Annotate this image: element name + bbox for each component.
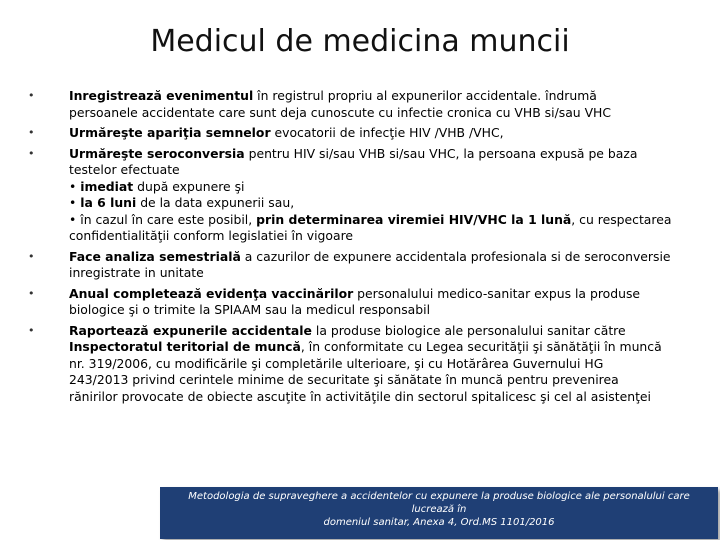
bold-phrase: Inregistrează evenimentul <box>69 88 254 103</box>
bullet-text-line <box>69 265 700 282</box>
bullet-text-line <box>69 125 700 142</box>
source-note-line-2: domeniul sanitar, Anexa 4, Ord.MS 1101/2016 <box>323 517 555 528</box>
source-note-line-1: Metodologia de supraveghere a accidentelor cu expunere la produse biologice ale personalului care lucrează în <box>188 491 690 515</box>
bullet-dot-icon: • <box>28 286 35 300</box>
text-run: personalului medico-sanitar expus la produse <box>353 285 641 301</box>
text-run: în registrul propriu al expunerilor accidentale. îndrumă <box>253 88 597 103</box>
bold-phrase: la 6 luni <box>80 195 137 210</box>
bullet-item <box>25 323 700 406</box>
bullet-text-line <box>69 302 700 319</box>
bullet-dot-icon: • <box>28 249 35 263</box>
text-run: a cazurilor de expunere accidentala profesionala si de seroconversie <box>240 248 671 264</box>
bold-phrase: imediat <box>80 178 134 194</box>
text-run: nr. 319/2006, cu modificările şi completările ulterioare, şi cu Hotărârea Guvernului HG <box>69 355 604 371</box>
bullet-text-line <box>69 389 700 406</box>
bullet-text <box>69 286 700 319</box>
text-run: evocatorii de infecţie HIV /VHB /VHC, <box>270 125 504 140</box>
bold-phrase: prin determinarea viremiei HIV/VHC la 1 lună <box>256 211 572 227</box>
bullet-dot-icon: • <box>28 146 35 160</box>
bullet-item <box>25 88 700 121</box>
bullet-text-line <box>69 88 700 105</box>
text-run: , în conformitate cu Legea securităţii şi sănătăţii în muncă <box>300 339 662 354</box>
bullet-dot-icon: • <box>28 323 35 337</box>
source-note-box <box>160 487 718 539</box>
bullet-text-line <box>69 179 700 196</box>
text-run: persoanele accidentate care sunt deja cunoscute cu infectie cronica cu VHB si/sau VHC <box>69 104 612 120</box>
bullet-text-line <box>69 146 700 163</box>
bullet-item <box>25 146 700 245</box>
bullet-text-line <box>69 323 700 340</box>
bullet-text-line <box>69 162 700 179</box>
text-run: inregistrate in unitate <box>69 265 204 280</box>
text-run: pentru HIV si/sau VHB si/sau VHC, la persoana expusă pe baza <box>244 145 638 161</box>
bullet-text-line <box>69 286 700 303</box>
bold-phrase: Raportează expunerile accidentale <box>69 322 312 338</box>
bullet-text-line <box>69 249 700 266</box>
bullet-text-line <box>69 228 700 245</box>
bullet-text-line <box>69 372 700 389</box>
text-run: testelor efectuate <box>69 162 180 177</box>
text-run: 243/2013 privind cerintele minime de securitate şi sănătate în muncă pentru prevenirea <box>69 372 619 387</box>
bold-phrase: Anual completează evidenţa vaccinărilor <box>69 285 354 301</box>
bullet-text <box>69 249 700 282</box>
bullet-text-line <box>69 105 700 122</box>
bullet-text-line <box>69 356 700 373</box>
bullet-item <box>25 125 700 142</box>
text-run: la produse biologice ale personalului sanitar către <box>311 322 626 338</box>
text-run: rănirilor provocate de obiecte ascuţite în activităţile din sectorul spitalicesc şi cel al asistenţei <box>69 388 651 404</box>
text-run: • <box>69 178 81 194</box>
bold-phrase: Face analiza semestrială <box>69 248 241 264</box>
text-run: de la data expunerii sau, <box>136 195 295 210</box>
text-run: • <box>69 195 81 210</box>
bullet-item <box>25 286 700 319</box>
bullet-text-line <box>69 212 700 229</box>
bullet-text <box>69 88 700 121</box>
bullet-item <box>25 249 700 282</box>
bullet-list <box>25 88 700 409</box>
slide-title: Medicul de medicina muncii <box>150 24 570 59</box>
bullet-dot-icon: • <box>28 89 35 102</box>
text-run: • în cazul în care este posibil, <box>69 211 257 227</box>
bold-phrase: Urmăreşte apariţia semnelor <box>69 125 271 140</box>
text-run: , cu respectarea <box>571 211 672 227</box>
bullet-text <box>69 125 700 142</box>
text-run: biologice şi o trimite la SPIAAM sau la medicul responsabil <box>69 302 431 317</box>
bullet-dot-icon: • <box>28 126 35 139</box>
bullet-text-line <box>69 195 700 212</box>
bullet-text <box>69 146 700 245</box>
text-run: după expunere şi <box>133 178 245 194</box>
bold-phrase: Urmăreşte seroconversia <box>69 145 245 161</box>
bullet-text-line <box>69 339 700 356</box>
bold-phrase: Inspectoratul teritorial de muncă <box>69 339 301 354</box>
text-run: confidentialităţii conform legislatiei în vigoare <box>69 228 354 243</box>
bullet-text <box>69 323 700 406</box>
